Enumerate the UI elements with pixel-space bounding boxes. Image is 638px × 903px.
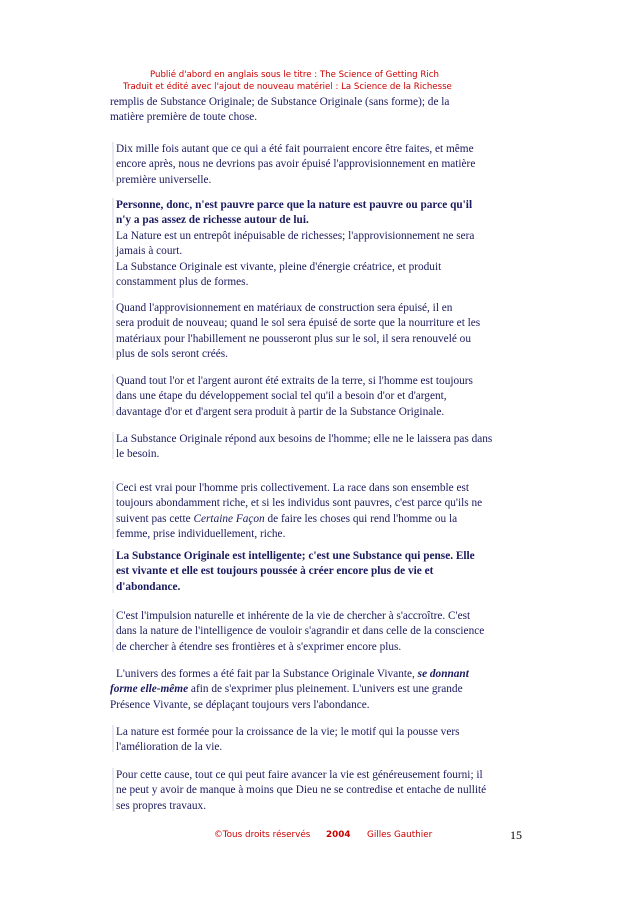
text-span: afin de s'exprimer plus pleinement. L'univers est une grande: [188, 683, 463, 696]
text-line: le besoin.: [116, 448, 160, 461]
text-line: dans la nature de l'intelligence de vouloir s'agrandir et dans celle de la conscience: [116, 625, 485, 638]
paragraph: [116, 609, 484, 655]
paragraph: [110, 667, 469, 713]
text-line: [110, 667, 469, 682]
text-line: La Nature est un entrepôt inépuisable de richesses; l'approvisionnement ne sera: [116, 230, 475, 242]
margin-rule: [112, 768, 114, 811]
paragraph: [116, 229, 474, 260]
paragraph: [116, 142, 475, 188]
emphasis-phrase: se donnant: [417, 668, 469, 680]
page-number: 15: [510, 828, 522, 842]
margin-rule: [112, 374, 114, 416]
text-line: C'est l'impulsion naturelle et inhérente de la vie de chercher à s'accroître. C'est: [116, 610, 471, 622]
text-line: plus de sols seront créés.: [116, 348, 229, 361]
copyright-text: ©Tous droits réservés: [214, 830, 311, 840]
text-line: ne peut y avoir de manque à moins que Dieu ne se contredise et entache de nullité: [116, 784, 487, 797]
text-line: La nature est formée pour la croissance de la vie; le motif qui la pousse vers: [116, 726, 460, 738]
text-line: encore après, nous ne devrions pas avoir épuisé l'approvisionnement en matière: [116, 158, 476, 171]
text-line: ses propres travaux.: [116, 799, 207, 812]
paragraph: [116, 725, 460, 756]
paragraph: [116, 481, 482, 543]
copyright-year: 2004: [326, 830, 351, 840]
author-name: Gilles Gauthier: [367, 830, 433, 840]
text-line: constamment plus de formes.: [116, 276, 249, 289]
text-line: femme, prise individuellement, riche.: [116, 528, 286, 541]
text-line: l'amélioration de la vie.: [116, 741, 223, 754]
margin-rule: [112, 432, 114, 459]
text-span: suivent pas cette: [116, 512, 194, 525]
page-footer: [0, 830, 638, 844]
text-span: L'univers des formes a été fait par la Substance Originale Vivante,: [116, 668, 415, 680]
italic-phrase: Certaine Façon: [193, 512, 265, 525]
text-line: La Substance Originale est vivante, pleine d'énergie créatrice, et produit: [116, 261, 442, 273]
text-line: dans une étape du développement social tel qu'il a besoin d'or et d'argent,: [116, 390, 447, 403]
text-line: toujours abondamment riche, et si les individus sont pauvres, c'est parce qu'ils ne: [116, 497, 483, 510]
text-line: [110, 682, 469, 697]
emphasis-phrase: forme elle-même: [110, 683, 189, 696]
text-line: remplis de Substance Originale; de Substance Originale (sans forme); de la: [110, 96, 450, 108]
paragraph-emphasis: [116, 198, 472, 229]
text-line: sera produit de nouveau; quand le sol sera épuisé de sorte que la nourriture et les: [116, 317, 481, 330]
paragraph: [116, 301, 480, 363]
text-line: Dix mille fois autant que ce qui a été fait pourraient encore être faites, et même: [116, 143, 474, 155]
text-line: n'y a pas assez de richesse autour de lui.: [116, 214, 309, 227]
text-line: d'abondance.: [116, 580, 181, 593]
text-line: matériaux pour l'habillement ne pousseront plus sur le sol, il sera renouvelé ou: [116, 332, 471, 345]
text-line: Pour cette cause, tout ce qui peut faire avancer la vie est généreusement fourni; il: [116, 769, 483, 781]
paragraph: [116, 432, 492, 463]
text-line: Quand tout l'or et l'argent auront été extraits de la terre, si l'homme est toujours: [116, 375, 473, 387]
text-line: [116, 512, 482, 527]
paragraph: [116, 768, 486, 814]
text-line: de chercher à étendre ses frontières et à s'exprimer encore plus.: [116, 640, 402, 653]
text-line: jamais à court.: [116, 245, 183, 258]
text-line: première universelle.: [116, 173, 212, 186]
margin-rule: [112, 609, 114, 652]
margin-rule: [112, 142, 114, 182]
paragraph: [110, 95, 449, 126]
margin-rule: [112, 549, 114, 593]
margin-rule: [112, 481, 114, 539]
text-line: Présence Vivante, se déplaçant toujours vers l'abondance.: [110, 698, 370, 711]
text-span: de faire les choses qui rend l'homme ou la: [264, 512, 458, 525]
paragraph-emphasis: [116, 549, 475, 595]
margin-rule: [112, 725, 114, 752]
paragraph: [116, 260, 441, 291]
paragraph: [116, 374, 473, 420]
header-original-title: Publié d'abord en anglais sous le titre : The Science of Getting Rich: [150, 70, 439, 80]
text-line: matière première de toute chose.: [110, 111, 258, 124]
text-line: davantage d'or et d'argent sera produit à partir de la Substance Originale.: [116, 405, 445, 418]
text-line: Quand l'approvisionnement en matériaux de construction sera épuisé, il en: [116, 302, 453, 314]
text-line: La Substance Originale est intelligente; c'est une Substance qui pense. Elle: [116, 550, 475, 562]
text-line: Personne, donc, n'est pauvre parce que la nature est pauvre ou parce qu'il: [116, 199, 473, 211]
margin-rule: [112, 198, 114, 298]
header-translation-note: Traduit et édité avec l'ajout de nouveau matériel : La Science de la Richesse: [123, 82, 452, 92]
text-line: La Substance Originale répond aux besoins de l'homme; elle ne le laissera pas dans: [116, 433, 493, 445]
text-line: est vivante et elle est toujours poussée à créer encore plus de vie et: [116, 565, 434, 578]
margin-rule: [112, 300, 114, 358]
text-line: Ceci est vrai pour l'homme pris collectivement. La race dans son ensemble est: [116, 482, 470, 494]
